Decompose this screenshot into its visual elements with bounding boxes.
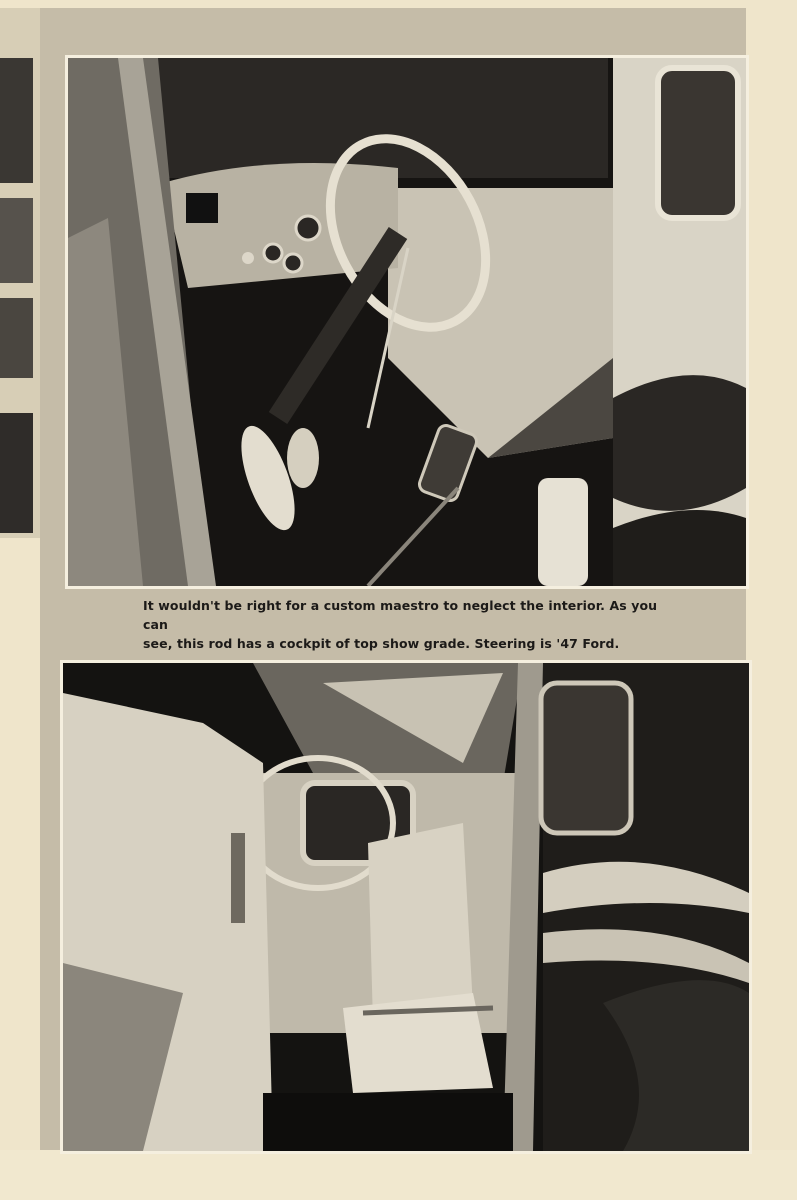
adjacent-photo: [0, 298, 33, 378]
page-margin-bottom: [0, 1150, 797, 1200]
photo-caption: [60, 594, 746, 654]
adjacent-photo: [0, 58, 33, 183]
caption-line-1: It wouldn't be right for a custom maestro to neglect the interior. As you can: [143, 597, 658, 632]
adjacent-page-edge: [0, 8, 40, 538]
dashboard-photo-illustration: [68, 58, 746, 586]
interior-seat-photo: [60, 660, 752, 1154]
seat-photo-illustration: [63, 663, 749, 1151]
caption-line-2: see, this rod has a cockpit of top show grade. Steering is '47 Ford.: [143, 635, 620, 651]
adjacent-photo: [0, 413, 33, 533]
adjacent-photo: [0, 198, 33, 283]
interior-dashboard-photo: [65, 55, 749, 589]
